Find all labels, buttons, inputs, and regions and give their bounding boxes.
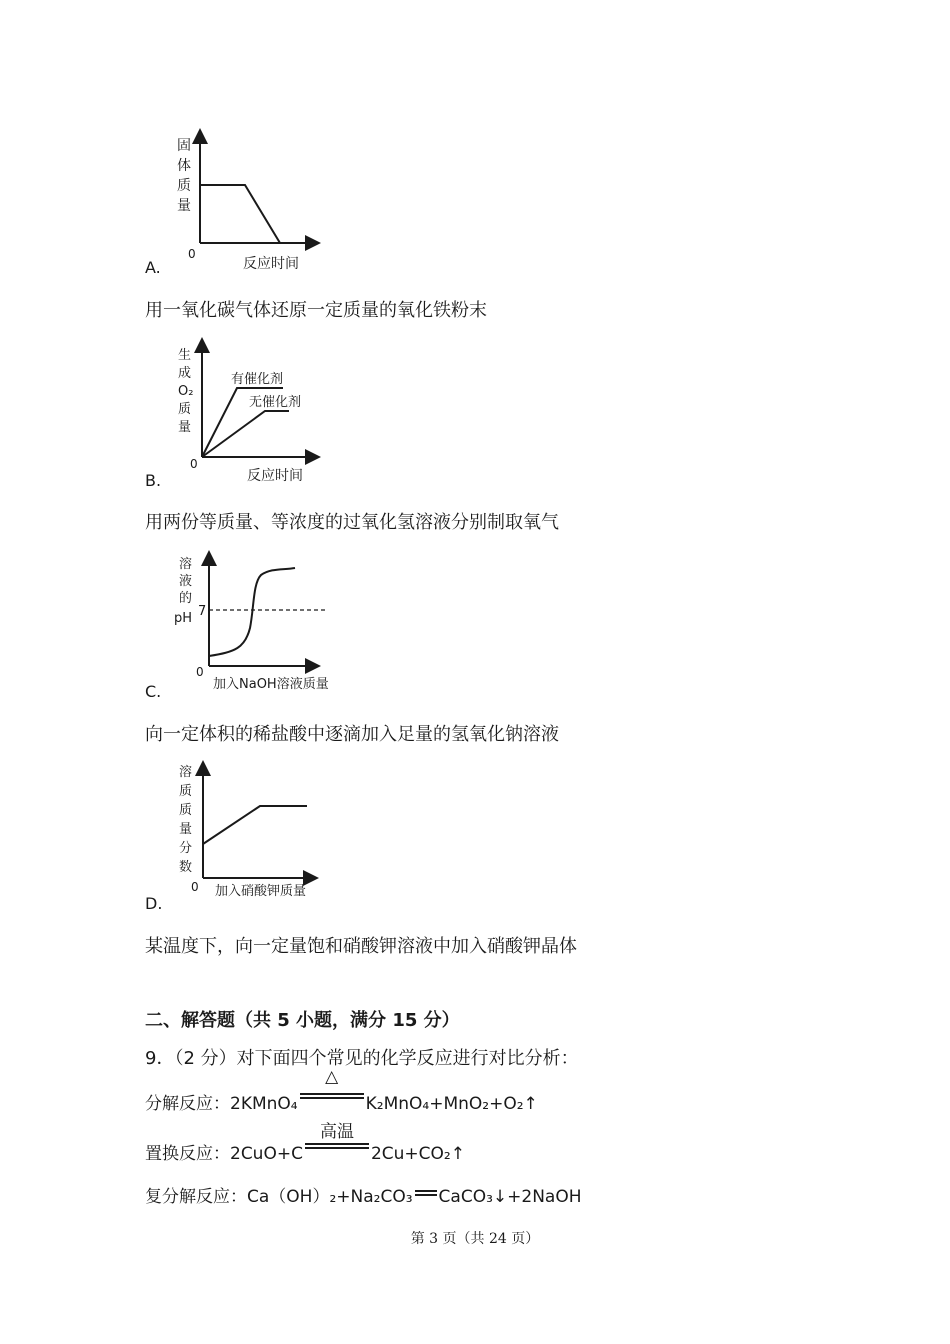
question-9-stem: 9．（2 分）对下面四个常见的化学反应进行对比分析： <box>145 1048 579 1069</box>
graph-c <box>165 548 355 696</box>
option-d-caption: 某温度下，向一定量饱和硝酸钾溶液中加入硝酸钾晶体 <box>145 936 577 957</box>
eq1-type: 分解反应： <box>145 1094 230 1114</box>
equation-decomposition <box>145 1067 538 1114</box>
graph-b-ylabel: 生成 O₂ 质量 <box>178 348 194 435</box>
option-b-caption: 用两份等质量、等浓度的过氧化氢溶液分别制取氧气 <box>145 512 559 533</box>
graph-c-tick7: 7 <box>198 604 207 619</box>
eq1-condition-text: △ <box>325 1067 339 1087</box>
graph-b-series1: 有催化剂 <box>231 372 284 387</box>
page-footer: 第 3 页（共 24 页） <box>410 1231 540 1247</box>
graph-c-xlabel: 加入NaOH溶液质量 <box>213 677 329 692</box>
eq2-right: 2Cu+CO₂↑ <box>370 1144 465 1164</box>
eq3-right: CaCO₃↓+2NaOH <box>438 1187 582 1207</box>
option-c-caption: 向一定体积的稀盐酸中逐滴加入足量的氢氧化钠溶液 <box>145 724 559 745</box>
graph-a-xlabel: 反应时间 <box>243 256 299 272</box>
equation-displacement <box>145 1122 465 1164</box>
eq2-left: 2CuO+C <box>230 1144 303 1164</box>
graph-c-ylabel: 溶液的 pH <box>174 557 193 626</box>
option-a-label: A. <box>145 258 161 277</box>
section-title: 二、解答题（共 5 小题，满分 15 分） <box>145 1010 460 1031</box>
eq3-equals-sign <box>415 1188 437 1202</box>
graph-d-origin: 0 <box>191 880 199 894</box>
graph-a <box>165 120 335 280</box>
graph-a-origin: 0 <box>188 247 196 261</box>
eq1-left: 2KMnO₄ <box>230 1094 298 1114</box>
eq1-right: K₂MnO₄+MnO₂+O₂↑ <box>365 1094 538 1114</box>
option-c-label: C. <box>145 682 162 701</box>
eq1-condition <box>300 1067 364 1109</box>
option-a-caption: 用一氧化碳气体还原一定质量的氧化铁粉末 <box>145 300 487 321</box>
graph-b-xlabel: 反应时间 <box>247 468 303 484</box>
option-d-label: D. <box>145 894 163 913</box>
eq3-left: Ca（OH）₂+Na₂CO₃ <box>247 1187 413 1207</box>
eq2-condition-text: 高温 <box>319 1122 354 1142</box>
eq3-type: 复分解反应： <box>145 1187 247 1207</box>
graph-c-origin: 0 <box>196 665 204 679</box>
eq2-type: 置换反应： <box>145 1144 230 1164</box>
graph-d-ylabel: 溶质质量分数 <box>179 765 193 875</box>
graph-a-ylabel: 固体质量 <box>177 138 191 214</box>
graph-b <box>165 335 345 495</box>
eq2-condition <box>305 1122 369 1159</box>
graph-b-series2: 无催化剂 <box>249 395 302 410</box>
graph-d <box>165 758 335 906</box>
graph-d-xlabel: 加入硝酸钾质量 <box>215 884 307 899</box>
option-b-label: B. <box>145 471 162 490</box>
equation-double-displacement <box>145 1182 582 1207</box>
graph-b-origin: 0 <box>190 457 198 471</box>
